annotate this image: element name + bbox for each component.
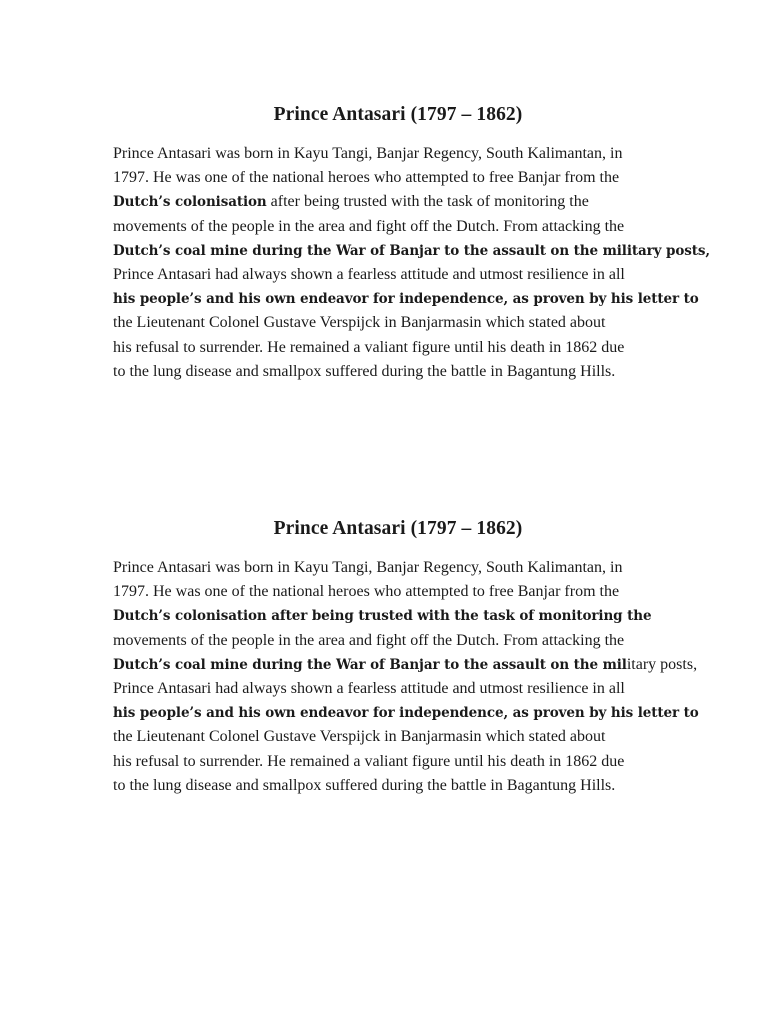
paragraph-line: [113, 629, 683, 653]
paragraph-line: [113, 677, 683, 701]
paragraph-line: [113, 774, 683, 798]
text-run: Prince Antasari was born in Kayu Tangi, Banjar Regency, South Kalimantan, in: [113, 145, 623, 162]
paragraph-line: [113, 653, 698, 677]
text-run: itary posts,: [626, 655, 698, 673]
bold-text-run: Dutch’s colonisation: [113, 194, 267, 211]
paragraph-line: [113, 604, 683, 628]
text-run: Prince Antasari had always shown a fearless attitude and utmost resilience in all: [113, 680, 625, 698]
text-run: the Lieutenant Colonel Gustave Verspijck in Banjarmasin which stated about: [113, 728, 606, 746]
paragraph-line: [113, 190, 683, 214]
text-run: his refusal to surrender. He remained a valiant figure until his death in 1862 due: [113, 752, 625, 770]
biography-section-1: [113, 102, 710, 384]
section-title: Prince Antasari (1797 – 1862): [273, 518, 523, 539]
paragraph-line: [113, 580, 683, 604]
bold-text-run: Dutch’s coal mine during the War of Banjar to the assault on the military posts,: [113, 242, 710, 259]
section-body: [113, 556, 699, 798]
bold-text-run: Dutch’s colonisation after being trusted with the task of monitoring the: [113, 608, 652, 625]
paragraph-line: [113, 701, 699, 725]
paragraph-line: [113, 287, 699, 311]
bold-text-run: Dutch’s coal mine during the War of Banjar to the assault on the mil: [113, 656, 627, 673]
paragraph-line: [113, 725, 683, 749]
paragraph-line: [113, 750, 683, 774]
paragraph-line: [113, 142, 683, 166]
bold-text-run: his people’s and his own endeavor for independence, as proven by his letter to: [113, 291, 699, 308]
text-run: his refusal to surrender. He remained a valiant figure until his death in 1862 due: [113, 338, 625, 356]
paragraph-line: [113, 239, 710, 263]
paragraph-line: [113, 311, 683, 335]
paragraph-line: [113, 166, 683, 190]
text-run: 1797. He was one of the national heroes who attempted to free Banjar from the: [113, 169, 620, 187]
section-body: [113, 142, 710, 384]
text-run: to the lung disease and smallpox suffered during the battle in Bagantung Hills.: [113, 776, 616, 794]
text-run: the Lieutenant Colonel Gustave Verspijck in Banjarmasin which stated about: [113, 314, 606, 332]
bold-text-run: his people’s and his own endeavor for independence, as proven by his letter to: [113, 705, 699, 722]
section-title: Prince Antasari (1797 – 1862): [273, 104, 523, 125]
paragraph-line: [113, 336, 683, 360]
text-run: movements of the people in the area and fight off the Dutch. From attacking the: [113, 217, 625, 235]
text-run: after being trusted with the task of monitoring the: [266, 193, 589, 211]
paragraph-line: [113, 360, 683, 384]
text-run: Prince Antasari was born in Kayu Tangi, Banjar Regency, South Kalimantan, in: [113, 559, 623, 576]
text-run: movements of the people in the area and fight off the Dutch. From attacking the: [113, 631, 625, 649]
biography-section-2: [113, 516, 699, 798]
text-run: Prince Antasari had always shown a fearless attitude and utmost resilience in all: [113, 266, 625, 284]
text-run: to the lung disease and smallpox suffered during the battle in Bagantung Hills.: [113, 362, 616, 380]
paragraph-line: [113, 215, 683, 239]
paragraph-line: [113, 556, 683, 580]
paragraph-line: [113, 263, 683, 287]
text-run: 1797. He was one of the national heroes who attempted to free Banjar from the: [113, 583, 620, 601]
